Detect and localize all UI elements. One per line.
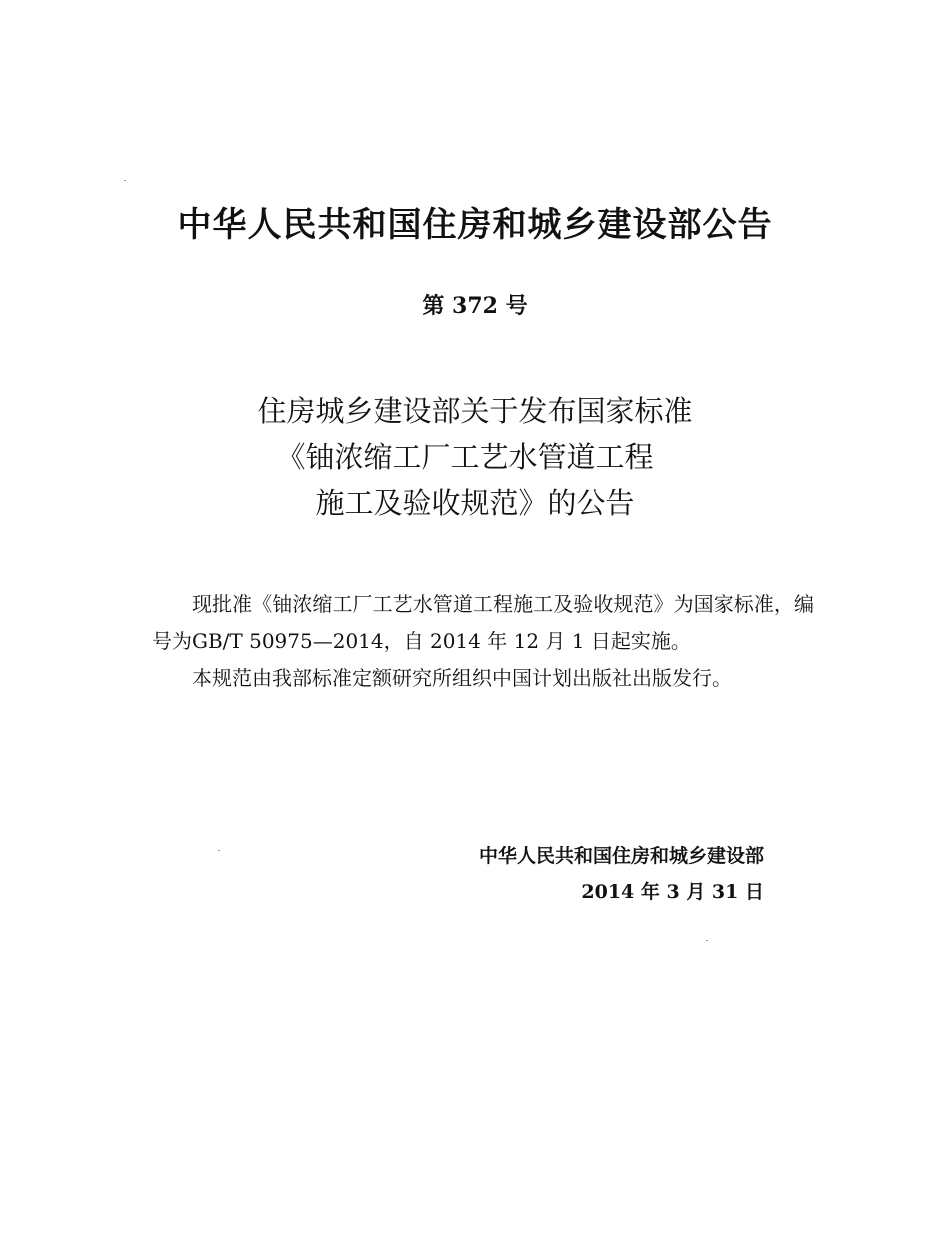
scan-speck	[706, 940, 708, 941]
agency-title: 中华人民共和国住房和城乡建设部公告	[177, 205, 773, 245]
announcement-subject	[0, 388, 950, 526]
issue-date: 2014 年 3 月 31 日	[581, 881, 764, 903]
subject-line-2: 《铀浓缩工厂工艺水管道工程	[276, 440, 654, 474]
announcement-body	[152, 586, 814, 697]
scan-speck	[124, 180, 126, 181]
signature-block	[479, 838, 764, 910]
notice-number: 第 372 号	[422, 293, 528, 319]
scan-speck	[218, 850, 220, 851]
body-paragraph-approval: 现批准《铀浓缩工厂工艺水管道工程施工及验收规范》为国家标准，编号为GB/T 50975—2014，自 2014 年 12 月 1 日起实施。	[152, 592, 814, 653]
subject-line-1: 住房城乡建设部关于发布国家标准	[257, 394, 693, 428]
subject-line-3: 施工及验收规范》的公告	[315, 486, 635, 520]
body-paragraph-publication: 本规范由我部标准定额研究所组织中国计划出版社出版发行。	[192, 666, 732, 690]
issuer-name: 中华人民共和国住房和城乡建设部	[478, 845, 764, 867]
